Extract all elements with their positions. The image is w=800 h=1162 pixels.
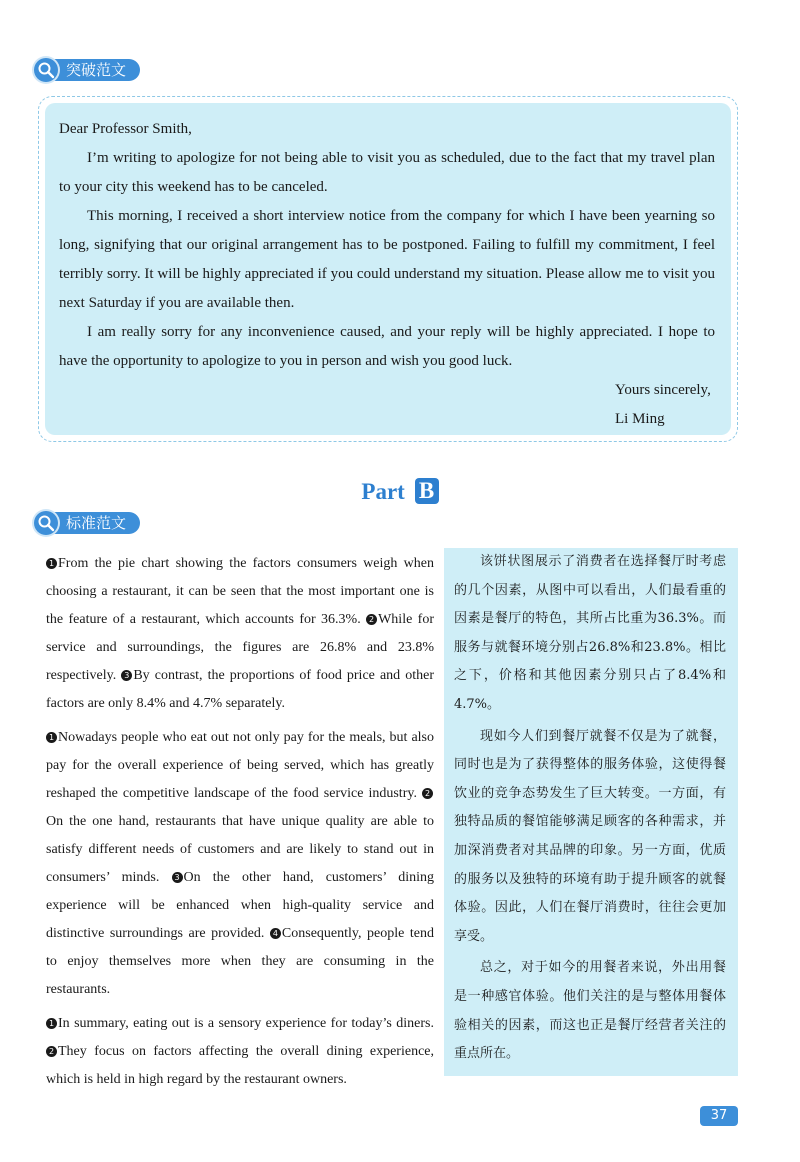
sentence-marker: 3 bbox=[172, 872, 183, 883]
section-label: 突破范文 bbox=[48, 59, 140, 81]
letter-closing: Yours sincerely, bbox=[615, 382, 711, 398]
sentence-marker: 4 bbox=[270, 928, 281, 939]
sentence: On the one hand, restaurants that have unique quality are able to satisfy different needs of customers and are likely to stand out in consumers’ minds. bbox=[46, 814, 434, 885]
sentence: In summary, eating out is a sensory experience for today’s diners. bbox=[58, 1016, 434, 1031]
sentence-marker: 2 bbox=[366, 614, 377, 625]
letter-paragraph: I am really sorry for any inconvenience caused, and your reply will be highly appreciated. I hope to have the opportunity to apologize to you in person and wish you good luck. bbox=[59, 324, 715, 369]
sentence: They focus on factors affecting the overall dining experience, which is held in high regard by the restaurant owners. bbox=[46, 1044, 434, 1087]
essay-paragraph bbox=[46, 724, 434, 1004]
search-icon bbox=[34, 58, 58, 82]
sentence-marker: 1 bbox=[46, 558, 57, 569]
english-essay bbox=[46, 550, 434, 1100]
section-tag-standard bbox=[34, 510, 140, 536]
sentence-marker: 1 bbox=[46, 1018, 57, 1029]
sentence: While for service and surroundings, the figures are 26.8% and 23.8% respectively. bbox=[46, 612, 434, 683]
translation-paragraph: 总之，对于如今的用餐者来说，外出用餐是一种感官体验。他们关注的是与整体用餐体验相关的因素，而这也正是餐厅经营者关注的重点所在。 bbox=[454, 960, 726, 1062]
translation-paragraph: 该饼状图展示了消费者在选择餐厅时考虑的几个因素，从图中可以看出，人们最看重的因素是餐厅的特色，其所占比重为36.3%。而服务与就餐环境分别占26.8%和23.8%。相比之下，价格和其他因素分别只占了8.4%和4.7%。 bbox=[454, 554, 726, 712]
section-tag-breakthrough bbox=[34, 57, 140, 83]
sentence-marker: 1 bbox=[46, 732, 57, 743]
sentence: By contrast, the proportions of food price and other factors are only 8.4% and 4.7% separately. bbox=[46, 668, 435, 711]
part-title-text: Part bbox=[361, 479, 405, 504]
sentence: Consequently, people tend to enjoy themselves more when they are consuming in the restaurants. bbox=[46, 926, 434, 997]
essay-paragraph bbox=[46, 1010, 434, 1094]
part-letter-badge: B bbox=[415, 478, 439, 504]
essay-paragraph bbox=[46, 550, 434, 718]
sample-letter-box bbox=[38, 96, 738, 442]
chinese-translation bbox=[444, 548, 738, 1076]
letter-salutation: Dear Professor Smith, bbox=[59, 121, 192, 137]
letter-paragraph: I’m writing to apologize for not being able to visit you as scheduled, due to the fact that my travel plan to your city this weekend has to be canceled. bbox=[59, 150, 715, 195]
sentence: From the pie chart showing the factors consumers weigh when choosing a restaurant, it can be seen that the most important one is the feature of a restaurant, which accounts for 36.3%. bbox=[46, 556, 434, 627]
search-icon bbox=[34, 511, 58, 535]
sentence: On the other hand, customers’ dining experience will be enhanced when high-quality service and distinctive surroundings are provided. bbox=[46, 870, 434, 941]
page-number: 37 bbox=[700, 1106, 738, 1126]
sentence: Nowadays people who eat out not only pay for the meals, but also pay for the overall experience of being served, which has greatly reshaped the competitive landscape of the food service industry. bbox=[46, 730, 434, 801]
sentence-marker: 2 bbox=[422, 788, 433, 799]
letter-paragraph: This morning, I received a short interview notice from the company for which I have been yearning so long, signifying that our original arrangement has to be postponed. Failing to fulfill my commitment, I feel terribly sorry. It will be highly appreciated if you could understand my situation. Please allow me to visit you next Saturday if you are available then. bbox=[59, 208, 715, 311]
translation-paragraph: 现如今人们到餐厅就餐不仅是为了就餐，同时也是为了获得整体的服务体验，这使得餐饮业的竞争态势发生了巨大转变。一方面，有独特品质的餐馆能够满足顾客的各种需求，并加深消费者对其品牌的印象。另一方面，优质的服务以及独特的环境有助于提升顾客的就餐体验。因此，人们在餐厅消费时，往往会更加享受。 bbox=[454, 728, 726, 944]
letter-signature: Li Ming bbox=[615, 411, 665, 427]
sentence-marker: 2 bbox=[46, 1046, 57, 1057]
section-label: 标准范文 bbox=[48, 512, 140, 534]
sentence-marker: 3 bbox=[121, 670, 132, 681]
part-heading bbox=[0, 478, 800, 505]
